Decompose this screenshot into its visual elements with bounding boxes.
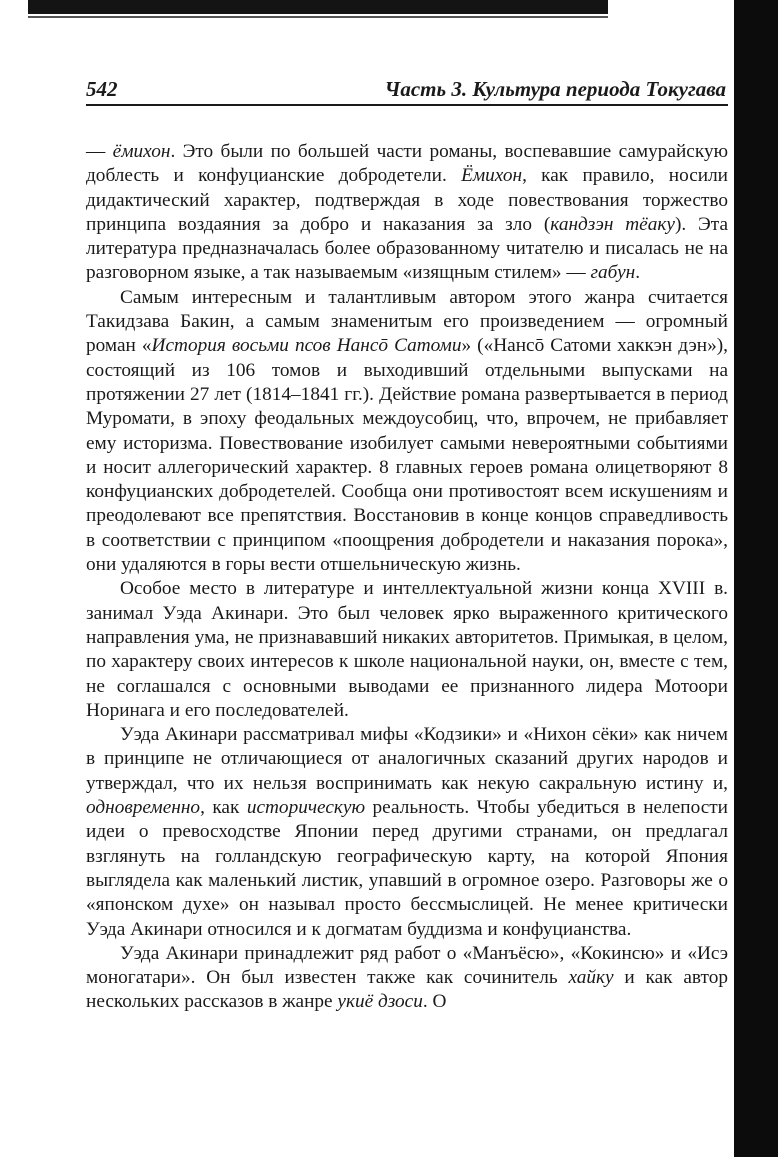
italic-term: хайку <box>568 967 614 989</box>
italic-term: ёмихон <box>112 141 171 162</box>
text-run: и как автор нескольких рассказов в жанре <box>86 967 728 1013</box>
italic-term: укиё дзоси <box>337 991 423 1013</box>
text-run: Уэда Акинари принадлежит ряд работ о «Манъёсю», «Кокинсю» и «Исэ моногатари». Он был известен также как сочинитель <box>86 942 728 989</box>
body-text <box>86 140 728 1015</box>
text-run: , как <box>200 797 247 819</box>
italic-term: одновременно <box>86 797 201 819</box>
paragraph <box>86 286 728 578</box>
paragraph <box>86 942 728 1015</box>
page-number: 542 <box>86 77 118 101</box>
text-run: реальность. Чтобы убедиться в нелепости идеи о превосходстве Японии перед другими странами, он предлагал взглянуть на голландскую географическую карту, на которой Япония выглядела как маленький листик, упавший в огромное озеро. Разговоры же о «японском духе» он называл просто бессмыслицей. Не менее критически Уэда Акинари относился и к догматам буддизма и конфуцианства. <box>86 797 728 940</box>
header-rule <box>86 104 728 106</box>
text-run: — <box>86 141 113 162</box>
italic-term: История восьми псов Нансō Сатоми <box>151 335 462 357</box>
text-run: Самым интересным и талантливым автором этого жанра считается Такидзава Бакин, а самым знаменитым его произведением — огромный роман « <box>86 286 728 357</box>
scan-top-line <box>28 16 608 18</box>
paragraph <box>86 577 728 723</box>
scan-top-shadow <box>28 0 608 14</box>
text-run: . О <box>422 991 447 1013</box>
paragraph <box>86 723 728 942</box>
text-run: Особое место в литературе и интеллектуальной жизни конца XVIII в. занимал Уэда Акинари. Это был человек ярко выраженного критического направления ума, не признававший никаких авторитетов. Примыкая, в целом, по характеру своих интересов к школе национальной науки, он, вместе с тем, не соглашался с основными выводами ее признанного лидера Мотоори Норинага и его последователей. <box>86 578 728 721</box>
italic-term: историческую <box>246 797 366 819</box>
text-run: , как правило, носили дидактический характер, подтверждая в ходе повествования торжество принципа воздаяния за добро и наказания за зло ( <box>86 165 729 235</box>
italic-term: кандзэн тёаку <box>550 213 675 235</box>
text-run: » («Нансō Сатоми хаккэн дэн»), состоящий из 106 томов и выходивший отдельными выпусками на протяжении 27 лет (1814–1841 гг.). Действие романа развертывается в период Муромати, в эпоху феодальных междоусобиц, что, впрочем, не прибавляет ему историзма. Повествование изобилует самыми невероятными событиями и носит аллегорический характер. 8 главных героев романа олицетворяют 8 конфуцианских добродетелей. Сообща они противостоят всем искушениям и преодолевают все препятствия. Восстановив в конце концов справедливость в соответствии с принципом «поощрения добродетели и наказания порока», они удаляются в горы вести отшельническую жизнь. <box>86 335 728 576</box>
running-header <box>86 66 726 102</box>
text-run: Уэда Акинари рассматривал мифы «Кодзики» и «Нихон сёки» как ничем в принципе не отличающиеся от аналогичных сказаний других народов и утверждал, что их нельзя воспринимать как некую сакральную истину и, <box>86 724 728 794</box>
text-run: ). Эта литература предназначалась более образованному читателю и писалась не на разговорном языке, а так называемым «изящным стилем» — <box>86 213 729 284</box>
running-title: Часть 3. Культура периода Токугава <box>384 77 726 101</box>
italic-term: Ёмихон <box>461 165 523 187</box>
text-run: . Это были по большей части романы, воспевавшие самурайскую доблесть и конфуцианские добродетели. <box>86 141 728 187</box>
italic-term: габун <box>590 262 636 284</box>
text-run: . <box>635 262 641 284</box>
scan-right-edge-shadow <box>734 0 778 1157</box>
paragraph <box>86 140 728 286</box>
